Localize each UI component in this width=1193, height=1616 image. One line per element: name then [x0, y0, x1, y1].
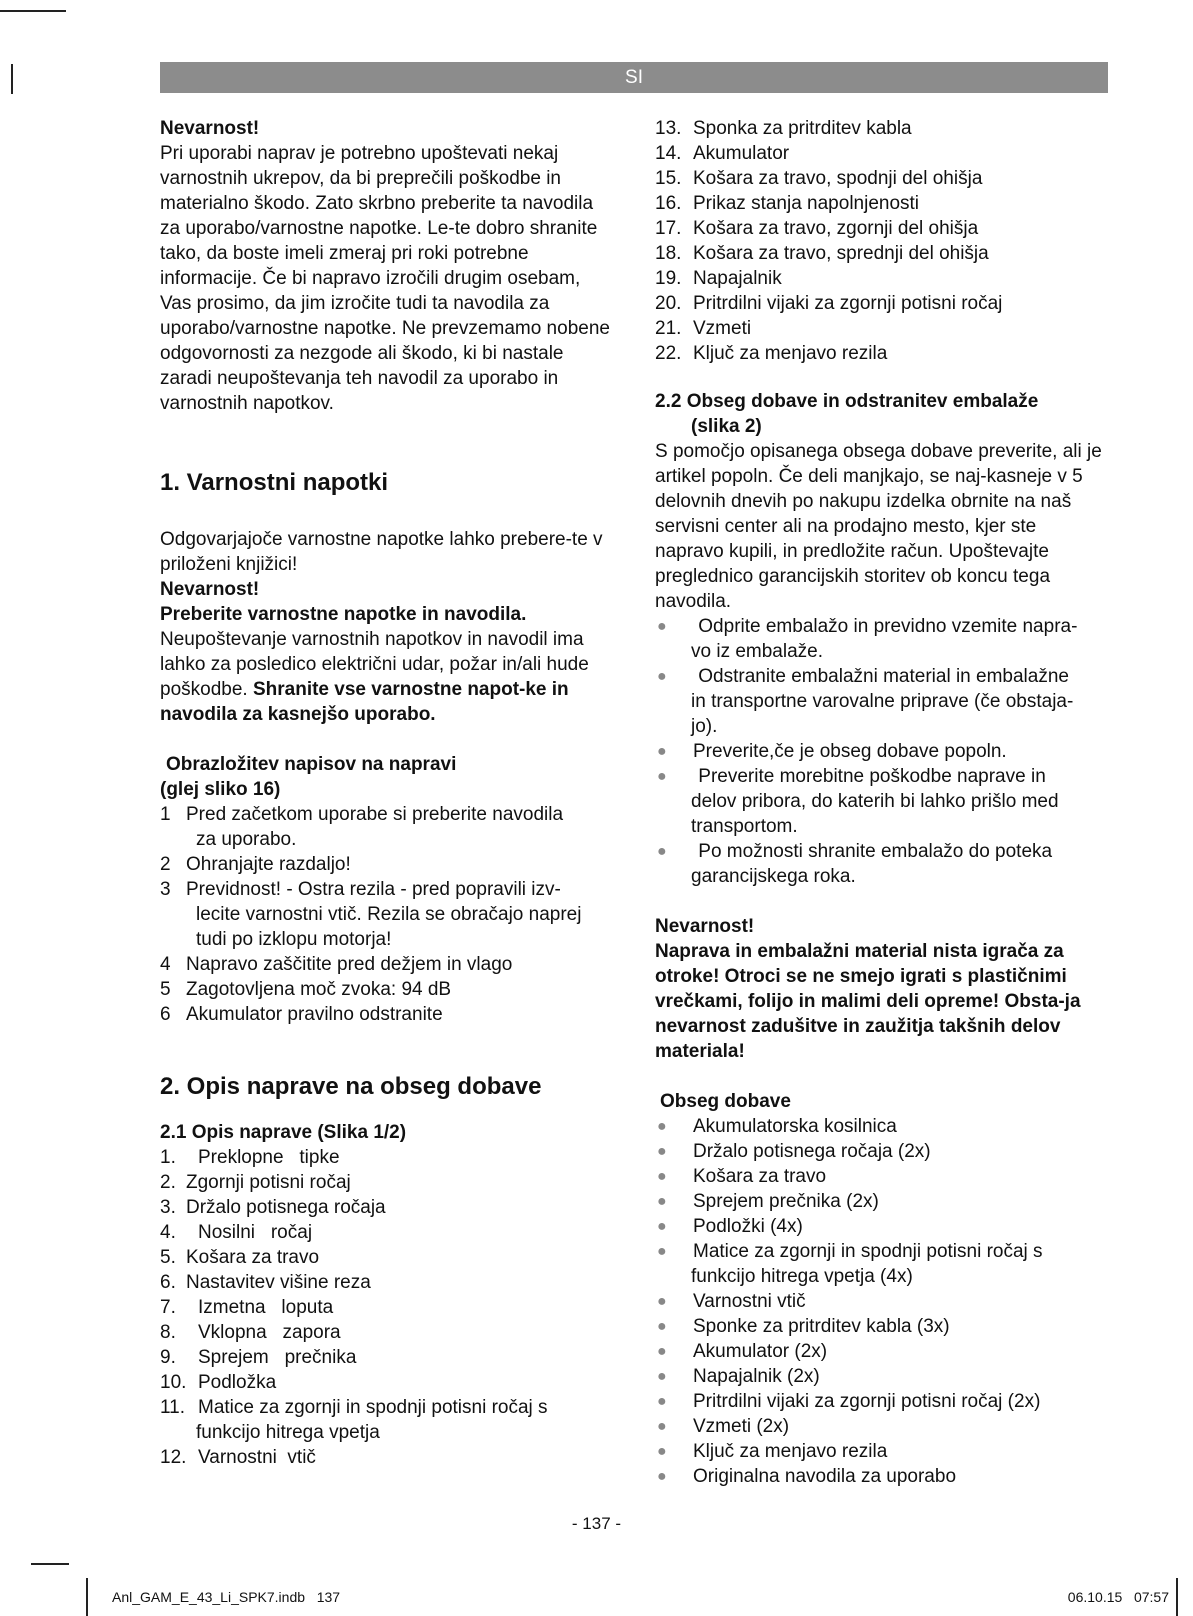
footer-file: Anl_GAM_E_43_Li_SPK7.indb 137 [112, 1589, 341, 1605]
section-1-keep: Shranite vse varnostne napot-ke in navodila za kasnejšo uporabo. [160, 679, 569, 725]
item-text: Ohranjajte razdaljo! [186, 854, 351, 875]
list-item [160, 802, 615, 827]
item-text: Ključ za menjavo rezila [693, 343, 888, 364]
crop-mark-left [11, 64, 13, 94]
list-item [655, 291, 1110, 316]
list-item [160, 1320, 615, 1345]
list-item [160, 1345, 615, 1370]
list-item [160, 877, 615, 902]
item-text: Pritrdilni vijaki za zgornji potisni ročaj [693, 293, 1003, 314]
list-item [160, 1170, 615, 1195]
bullet-icon: ● [657, 1168, 667, 1185]
list-item [655, 1139, 1110, 1164]
section-1-heading: 1. Varnostni napotki [160, 469, 389, 496]
item-text: Akumulator (2x) [693, 1341, 828, 1362]
section-1-body [160, 627, 615, 727]
scope-list [655, 1114, 1110, 1489]
list-item [655, 266, 1110, 291]
list-item-cont: vo iz embalaže. [691, 641, 824, 662]
list-item-cont: garancijskega roka. [691, 866, 856, 887]
item-text: Sprejem prečnika [198, 1347, 357, 1368]
item-text: Preverite morebitne poškodbe naprave in [693, 766, 1046, 787]
list-item-cont: funkcijo hitrega vpetja [196, 1422, 380, 1443]
list-item [655, 1439, 1110, 1464]
list-item [655, 1114, 1110, 1139]
item-number: 21. [655, 318, 682, 339]
item-text: Preklopne tipke [198, 1147, 340, 1168]
list-item [655, 241, 1110, 266]
list-item [655, 191, 1110, 216]
item-text: Odstranite embalažni material in embalažne [693, 666, 1069, 687]
item-text: Varnostni vtič [693, 1291, 806, 1312]
item-text: Nastavitev višine reza [186, 1272, 371, 1293]
item-number: 17. [655, 218, 682, 239]
section-2-1-title: 2.1 Opis naprave (Slika 1/2) [160, 1122, 407, 1143]
list-item [160, 1445, 615, 1470]
bullet-icon: ● [657, 618, 667, 635]
bullet-icon: ● [657, 768, 667, 785]
item-number: 19. [655, 268, 682, 289]
item-number: 3. [160, 1197, 176, 1218]
item-text: Podložki (4x) [693, 1216, 803, 1237]
item-number: 16. [655, 193, 682, 214]
item-number: 8. [160, 1322, 176, 1343]
crop-mark-bottom [31, 1563, 69, 1565]
list-item-cont: delov pribora, do katerih bi lahko prišlo med [691, 791, 1059, 812]
item-number: 7. [160, 1297, 176, 1318]
item-text: Košara za travo [186, 1247, 320, 1268]
symbols-list [160, 802, 615, 1027]
list-item [655, 764, 1110, 789]
bullet-icon: ● [657, 1343, 667, 1360]
list-item [160, 1395, 615, 1420]
warning-text: Pri uporabi naprav je potrebno upoštevati nekaj varnostnih ukrepov, da bi preprečili poškodbe in materialno škodo. Zato skrbno preberite ta navodila za uporabo/varnostne napotke. Le-te dobro shranite tako, da boste imeli zmeraj pri roki potrebne informacije. Če bi napravo izročili drugim osebam, Vas prosimo, da jim izročite tudi ta navodila za uporabo/varnostne napotke. Ne prevzemamo nobene odgovornosti za nezgode ali škodo, ki bi nastale zaradi neupoštevanja teh navodil za uporabo in varnostnih napotkov. [160, 143, 610, 414]
item-number: 14. [655, 143, 682, 164]
list-item [655, 1164, 1110, 1189]
item-text: Izmetna loputa [198, 1297, 334, 1318]
item-text: Pritrdilni vijaki za zgornji potisni ročaj (2x) [693, 1391, 1041, 1412]
list-item [655, 166, 1110, 191]
bullet-icon: ● [657, 1243, 667, 1260]
section-2-2-title: 2.2 Obseg dobave in odstranitev embalaže [655, 391, 1039, 412]
list-item-cont: funkcijo hitrega vpetja (4x) [691, 1266, 913, 1287]
item-number: 2 [160, 854, 171, 875]
item-text: Vzmeti [693, 318, 752, 339]
left-column [160, 116, 615, 1470]
item-text: Vzmeti (2x) [693, 1416, 790, 1437]
item-number: 5. [160, 1247, 176, 1268]
item-text: Sponke za pritrditev kabla (3x) [693, 1316, 950, 1337]
danger-text: Naprava in embalažni material nista igrača za otroke! Otroci se ne smejo igrati s plastičnimi vrečkami, folijo in malimi deli opreme! Obsta-ja nevarnost zadušitve in zaužitja takšnih delov materiala! [655, 941, 1081, 1062]
item-text: Napajalnik (2x) [693, 1366, 820, 1387]
item-text: Po možnosti shranite embalažo do poteka [693, 841, 1053, 862]
symbols-subtitle: (glej sliko 16) [160, 779, 281, 800]
item-number: 6 [160, 1004, 171, 1025]
list-item [655, 664, 1110, 689]
list-item [655, 341, 1110, 366]
item-number: 1 [160, 804, 171, 825]
list-item [655, 1414, 1110, 1439]
item-text: Prikaz stanja napolnjenosti [693, 193, 920, 214]
bullet-icon: ● [657, 1393, 667, 1410]
unpacking-steps [655, 614, 1110, 889]
item-text: Previdnost! - Ostra rezila - pred popravili izv- [186, 879, 561, 900]
list-item [160, 852, 615, 877]
item-text: Zagotovljena moč zvoka: 94 dB [186, 979, 452, 1000]
item-number: 10. [160, 1372, 187, 1393]
list-item [160, 1195, 615, 1220]
list-item [655, 614, 1110, 639]
item-number: 15. [655, 168, 682, 189]
list-item [655, 739, 1110, 764]
section-2-heading: 2. Opis naprave na obseg dobave [160, 1073, 542, 1100]
item-number: 13. [655, 118, 682, 139]
crop-mark-top [0, 10, 66, 12]
bullet-icon: ● [657, 1418, 667, 1435]
list-item-cont: in transportne varovalne priprave (če obstaja- [691, 691, 1074, 712]
bullet-icon: ● [657, 1318, 667, 1335]
item-text: Košara za travo, spodnji del ohišja [693, 168, 983, 189]
list-item-cont: lecite varnostni vtič. Rezila se obračajo naprej [196, 904, 582, 925]
item-number: 5 [160, 979, 171, 1000]
item-number: 1. [160, 1147, 176, 1168]
footer-date: 06.10.15 07:57 [1067, 1589, 1169, 1605]
item-number: 3 [160, 879, 171, 900]
list-item [160, 1270, 615, 1295]
item-text: Matice za zgornji in spodnji potisni ročaj s [198, 1397, 548, 1418]
item-text: Košara za travo, sprednji del ohišja [693, 243, 989, 264]
list-item [655, 1189, 1110, 1214]
item-text: Matice za zgornji in spodnji potisni ročaj s [693, 1241, 1043, 1262]
item-text: Vklopna zapora [198, 1322, 341, 1343]
bullet-icon: ● [657, 1143, 667, 1160]
item-number: 4 [160, 954, 171, 975]
list-item [655, 316, 1110, 341]
list-item [655, 1364, 1110, 1389]
item-number: 2. [160, 1172, 176, 1193]
scope-title: Obseg dobave [660, 1091, 791, 1112]
bullet-icon: ● [657, 1368, 667, 1385]
item-text: Sponka za pritrditev kabla [693, 118, 912, 139]
page-number: - 137 - [571, 1514, 622, 1533]
item-text: Akumulator pravilno odstranite [186, 1004, 443, 1025]
item-text: Sprejem prečnika (2x) [693, 1191, 879, 1212]
item-number: 6. [160, 1272, 176, 1293]
list-item [655, 1339, 1110, 1364]
item-text: Odprite embalažo in previdno vzemite napra- [693, 616, 1078, 637]
item-text: Akumulatorska kosilnica [693, 1116, 897, 1137]
item-number: 18. [655, 243, 682, 264]
section-1-warning: Nevarnost! [160, 579, 260, 600]
warning-title: Nevarnost! [160, 118, 260, 139]
language-header-bar: SI [160, 62, 1108, 93]
right-column [655, 116, 1110, 1489]
item-number: 4. [160, 1222, 176, 1243]
crop-mark-footer-left [86, 1578, 88, 1616]
bullet-icon: ● [657, 668, 667, 685]
list-item [655, 1289, 1110, 1314]
list-item [655, 216, 1110, 241]
list-item [160, 977, 615, 1002]
list-item [160, 952, 615, 977]
item-text: Varnostni vtič [198, 1447, 316, 1468]
item-number: 11. [160, 1397, 186, 1418]
item-number: 9. [160, 1347, 176, 1368]
list-item [160, 1295, 615, 1320]
bullet-icon: ● [657, 1218, 667, 1235]
list-item [655, 1314, 1110, 1339]
parts-list-right [655, 116, 1110, 366]
list-item [655, 141, 1110, 166]
list-item [655, 116, 1110, 141]
item-text: Ključ za menjavo rezila [693, 1441, 888, 1462]
section-2-2-text: S pomočjo opisanega obsega dobave preverite, ali je artikel popoln. Če deli manjkajo, se naj-kasneje v 5 delovnih dnevih po nakupu izdelka obrnite na naš servisni center ali na prodajno mesto, kjer ste napravo kupili, in predložite račun. Upoštevajte preglednico garancijskih storitev ob koncu tega navodila. [655, 441, 1102, 612]
section-1-intro: Odgovarjajoče varnostne napotke lahko prebere-te v priloženi knjižici! [160, 529, 603, 575]
bullet-icon: ● [657, 1118, 667, 1135]
item-text: Podložka [198, 1372, 277, 1393]
list-item [160, 1370, 615, 1395]
list-item-cont: jo). [691, 716, 718, 737]
bullet-icon: ● [657, 1293, 667, 1310]
item-number: 20. [655, 293, 682, 314]
item-text: Košara za travo, zgornji del ohišja [693, 218, 979, 239]
list-item [655, 1389, 1110, 1414]
item-number: 22. [655, 343, 682, 364]
bullet-icon: ● [657, 1468, 667, 1485]
bullet-icon: ● [657, 1193, 667, 1210]
section-1-body-text: Neupoštevanje varnostnih napotkov in navodil ima lahko za posledico električni udar, požar in/ali hude poškodbe. [160, 629, 589, 700]
item-text: Zgornji potisni ročaj [186, 1172, 351, 1193]
item-text: Držalo potisnega ročaja (2x) [693, 1141, 931, 1162]
item-text: Akumulator [693, 143, 790, 164]
list-item [160, 1002, 615, 1027]
item-text: Napajalnik [693, 268, 782, 289]
bullet-icon: ● [657, 743, 667, 760]
list-item [160, 1220, 615, 1245]
list-item [655, 839, 1110, 864]
crop-mark-footer-right [1176, 1578, 1178, 1616]
list-item-cont: transportom. [691, 816, 798, 837]
list-item-cont: tudi po izklopu motorja! [196, 929, 392, 950]
symbols-title: Obrazložitev napisov na napravi [166, 754, 457, 775]
list-item [160, 1245, 615, 1270]
item-text: Držalo potisnega ročaja [186, 1197, 386, 1218]
section-1-read: Preberite varnostne napotke in navodila. [160, 604, 527, 625]
section-2-2-subtitle: (slika 2) [691, 416, 762, 437]
item-text: Preverite,če je obseg dobave popoln. [693, 741, 1007, 762]
bullet-icon: ● [657, 843, 667, 860]
list-item [655, 1464, 1110, 1489]
danger-title: Nevarnost! [655, 916, 755, 937]
list-item [160, 1145, 615, 1170]
item-text: Košara za travo [693, 1166, 827, 1187]
item-text: Pred začetkom uporabe si preberite navodila [186, 804, 564, 825]
list-item-cont: za uporabo. [196, 829, 297, 850]
item-text: Originalna navodila za uporabo [693, 1466, 957, 1487]
list-item [655, 1214, 1110, 1239]
item-number: 12. [160, 1447, 187, 1468]
item-text: Napravo zaščitite pred dežjem in vlago [186, 954, 513, 975]
item-text: Nosilni ročaj [198, 1222, 313, 1243]
list-item [655, 1239, 1110, 1264]
bullet-icon: ● [657, 1443, 667, 1460]
parts-list-left [160, 1145, 615, 1470]
